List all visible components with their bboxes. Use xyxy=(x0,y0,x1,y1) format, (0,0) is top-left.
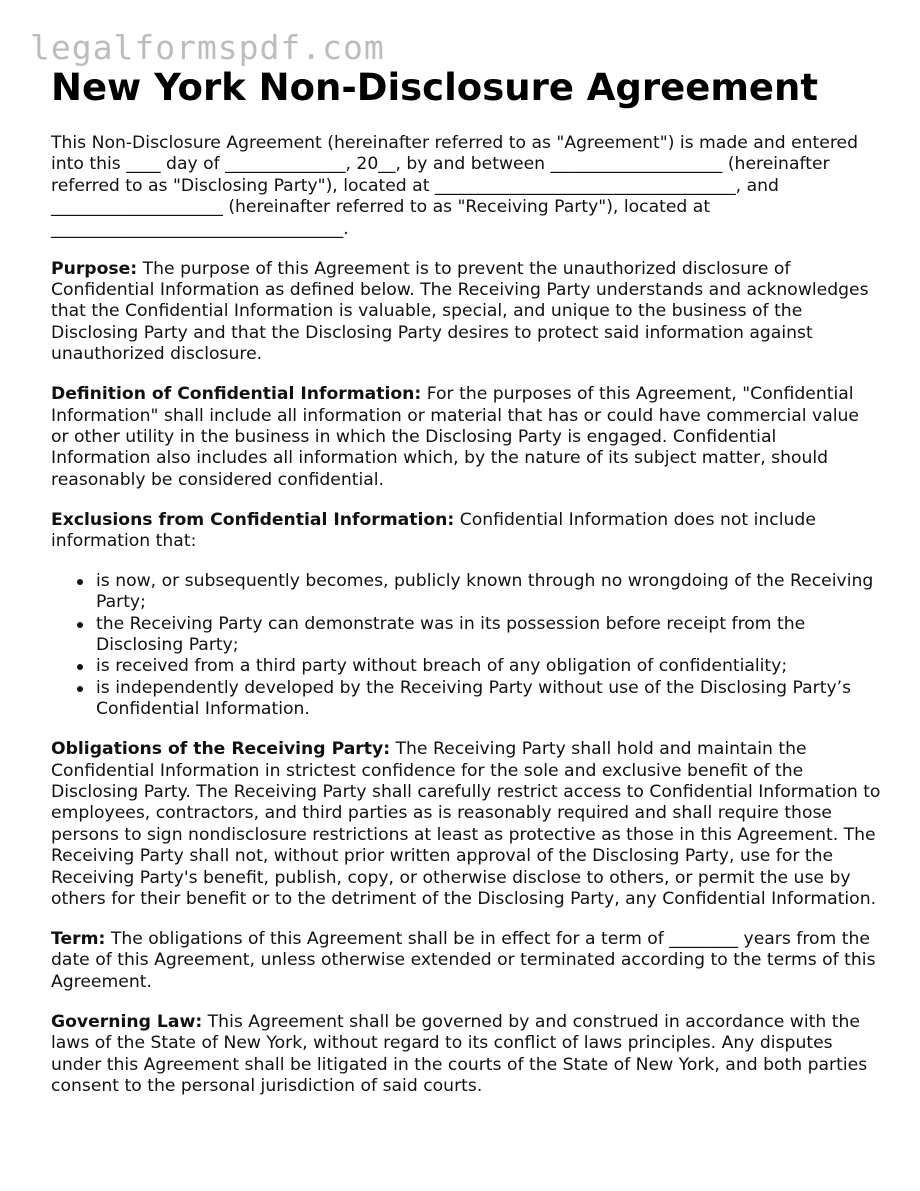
term-section xyxy=(51,929,881,993)
exclusion-item: is now, or subsequently becomes, publicly known through no wrongdoing of the Receiving Party; xyxy=(96,571,881,614)
obligations-text: The Receiving Party shall hold and maintain the Confidential Information in strictest confidence for the sole and exclusive benefit of the Disclosing Party. The Receiving Party shall carefully restrict access to Confidential Information to employees, contractors, and third parties as is reasonably required and shall require those persons to sign nondisclosure restrictions at least as protective as those in this Agreement. The Receiving Party shall not, without prior written approval of the Disclosing Party, use for the Receiving Party's benefit, publish, copy, or otherwise disclose to others, or permit the use by others for their benefit or to the detriment of the Disclosing Party, any Confidential Information. xyxy=(51,739,881,909)
exclusions-section xyxy=(51,510,881,553)
definition-section xyxy=(51,384,881,491)
exclusion-item: the Receiving Party can demonstrate was in its possession before receipt from the Disclosing Party; xyxy=(96,614,881,657)
document-title: New York Non-Disclosure Agreement xyxy=(51,66,819,109)
obligations-heading: Obligations of the Receiving Party: xyxy=(51,739,391,760)
purpose-text: The purpose of this Agreement is to prevent the unauthorized disclosure of Confidential Information as defined below. The Receiving Party understands and acknowledges that the Confidential Information is valuable, special, and unique to the business of the Disclosing Party and that the Disclosing Party desires to protect said information against unauthorized disclosure. xyxy=(51,258,869,365)
exclusions-text: Confidential Information does not include information that: xyxy=(51,509,816,552)
purpose-section xyxy=(51,259,881,366)
exclusion-item: is received from a third party without breach of any obligation of confidentiality; xyxy=(96,656,881,677)
document-body xyxy=(51,133,881,1116)
definition-text: For the purposes of this Agreement, "Confidential Information" shall include all information or material that has or could have commercial value or other utility in the business in which the Disclosing Party is engaged. Confidential Information also includes all information which, by the nature of its subject matter, should reasonably be considered confidential. xyxy=(51,384,859,490)
purpose-heading: Purpose: xyxy=(51,258,138,279)
definition-heading: Definition of Confidential Information: xyxy=(51,384,422,405)
exclusions-list xyxy=(51,571,881,721)
obligations-section xyxy=(51,739,881,910)
exclusions-heading: Exclusions from Confidential Information: xyxy=(51,509,455,530)
watermark: legalformspdf.com xyxy=(30,28,385,67)
term-heading: Term: xyxy=(51,928,106,949)
governing-law-section xyxy=(51,1012,881,1098)
term-text: The obligations of this Agreement shall be in effect for a term of ________ years from the date of this Agreement, unless otherwise extended or terminated according to the terms of this Agreement. xyxy=(51,928,876,992)
governing-law-text: This Agreement shall be governed by and construed in accordance with the laws of the State of New York, without regard to its conflict of laws principles. Any disputes under this Agreement shall be litigated in the courts of the State of New York, and both parties consent to the personal jurisdiction of said courts. xyxy=(51,1011,868,1096)
intro-paragraph: This Non-Disclosure Agreement (hereinafter referred to as "Agreement") is made and entered into this ____ day of ______________, 20__, by and between ____________________ (hereinafter referred to as "Disclosing Party"), located at ___________________________________, and ____________________ (hereinafter referred to as "Receiving Party"), located at __________________________________. xyxy=(51,133,859,239)
governing-law-heading: Governing Law: xyxy=(51,1011,203,1032)
exclusion-item: is independently developed by the Receiving Party without use of the Disclosing Party’s Confidential Information. xyxy=(96,678,881,721)
